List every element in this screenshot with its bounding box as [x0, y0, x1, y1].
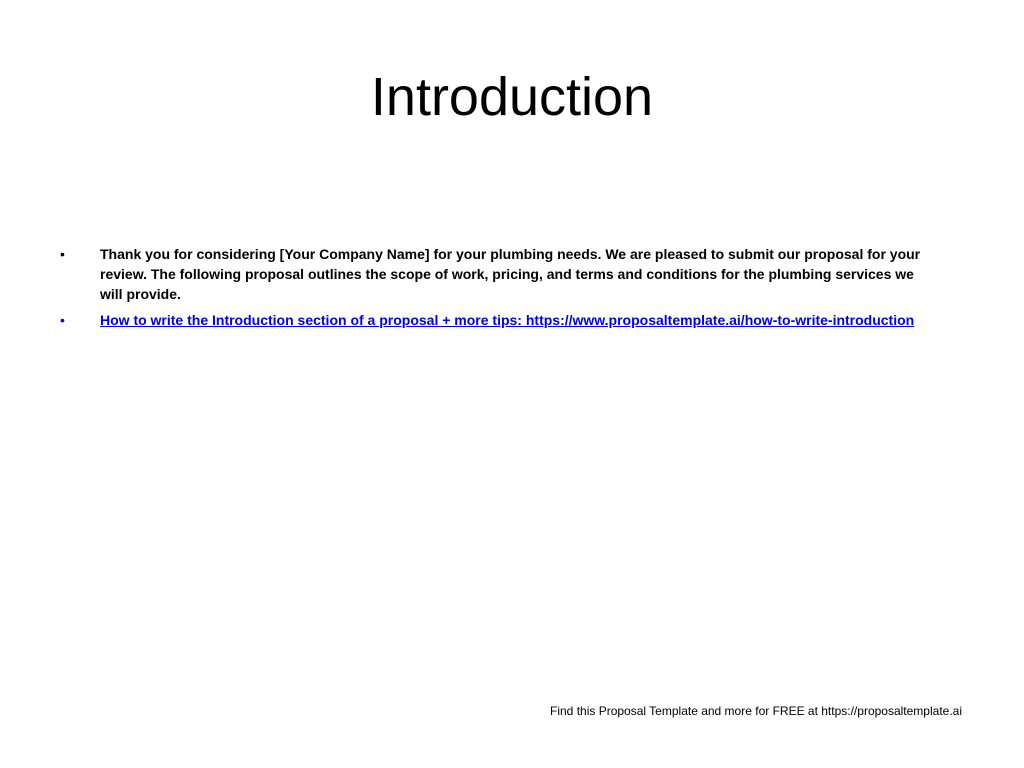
bullet-text-intro: Thank you for considering [Your Company Name] for your plumbing needs. We are pleased to submit our proposal for your review. The following proposal outlines the scope of work, pricing, and terms and conditions for the plumbing services we will provide. — [100, 246, 921, 302]
bullet-marker: • — [60, 312, 65, 328]
bullet-marker: • — [60, 246, 65, 262]
bullet-list — [60, 244, 940, 336]
slide-title: Introduction — [370, 67, 654, 127]
introduction-tips-link[interactable]: How to write the Introduction section of a proposal + more tips: https://www.proposaltemplate.ai/how-to-write-introduction — [100, 312, 915, 328]
bullet-item-link — [60, 310, 940, 330]
footer-note: Find this Proposal Template and more for FREE at https://proposaltemplate.ai — [550, 704, 962, 718]
bullet-item-intro — [60, 244, 940, 304]
